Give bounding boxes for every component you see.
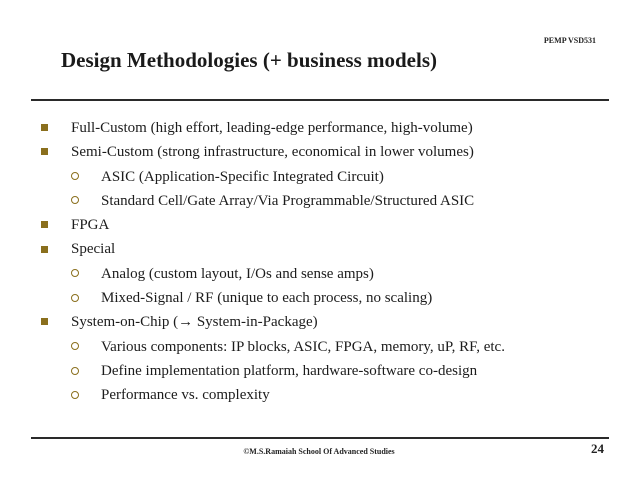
bullet-item bbox=[0, 140, 638, 164]
footer-copyright: ©M.S.Ramaiah School Of Advanced Studies bbox=[243, 447, 395, 456]
sub-bullet-item bbox=[0, 165, 638, 189]
bullet-text: Special bbox=[71, 241, 116, 258]
bullet-text: Semi-Custom (strong infrastructure, economical in lower volumes) bbox=[71, 144, 474, 161]
sub-bullet-item bbox=[0, 383, 638, 407]
square-bullet-icon bbox=[41, 213, 48, 237]
bullet-text: Analog (custom layout, I/Os and sense amps) bbox=[101, 265, 374, 282]
square-bullet-icon bbox=[41, 116, 48, 140]
page-number: 24 bbox=[591, 441, 604, 456]
bullet-text: System-on-Chip (→ System-in-Package) bbox=[71, 314, 318, 331]
circle-bullet-icon bbox=[71, 359, 79, 383]
circle-bullet-icon bbox=[71, 335, 79, 359]
bullet-text: ASIC (Application-Specific Integrated Circuit) bbox=[101, 168, 384, 185]
circle-bullet-icon bbox=[71, 189, 79, 213]
circle-bullet-icon bbox=[71, 262, 79, 286]
square-bullet-icon bbox=[41, 237, 48, 261]
sub-bullet-item bbox=[0, 189, 638, 213]
bullet-text: Performance vs. complexity bbox=[101, 387, 270, 404]
bullet-text: Mixed-Signal / RF (unique to each process, no scaling) bbox=[101, 290, 433, 307]
sub-bullet-item bbox=[0, 359, 638, 383]
slide-title: Design Methodologies (+ business models) bbox=[61, 48, 437, 72]
bottom-divider bbox=[31, 437, 609, 439]
bullet-item bbox=[0, 213, 638, 237]
bullet-text: Standard Cell/Gate Array/Via Programmable/Structured ASIC bbox=[101, 192, 475, 209]
course-code: PEMP VSD531 bbox=[543, 36, 596, 45]
circle-bullet-icon bbox=[71, 286, 79, 310]
bullet-text: FPGA bbox=[71, 217, 110, 234]
bullet-item bbox=[0, 116, 638, 140]
sub-bullet-item bbox=[0, 262, 638, 286]
circle-bullet-icon bbox=[71, 383, 79, 407]
bullet-text: Full-Custom (high effort, leading-edge performance, high-volume) bbox=[71, 120, 473, 136]
bullet-item bbox=[0, 310, 638, 334]
bullet-text: Define implementation platform, hardware-software co-design bbox=[101, 362, 478, 379]
top-divider bbox=[31, 99, 609, 101]
circle-bullet-icon bbox=[71, 165, 79, 189]
square-bullet-icon bbox=[41, 310, 48, 334]
bullet-item bbox=[0, 237, 638, 261]
sub-bullet-item bbox=[0, 335, 638, 359]
bullet-list bbox=[0, 116, 638, 408]
bullet-text: Various components: IP blocks, ASIC, FPGA, memory, uP, RF, etc. bbox=[101, 338, 505, 355]
sub-bullet-item bbox=[0, 286, 638, 310]
square-bullet-icon bbox=[41, 140, 48, 164]
